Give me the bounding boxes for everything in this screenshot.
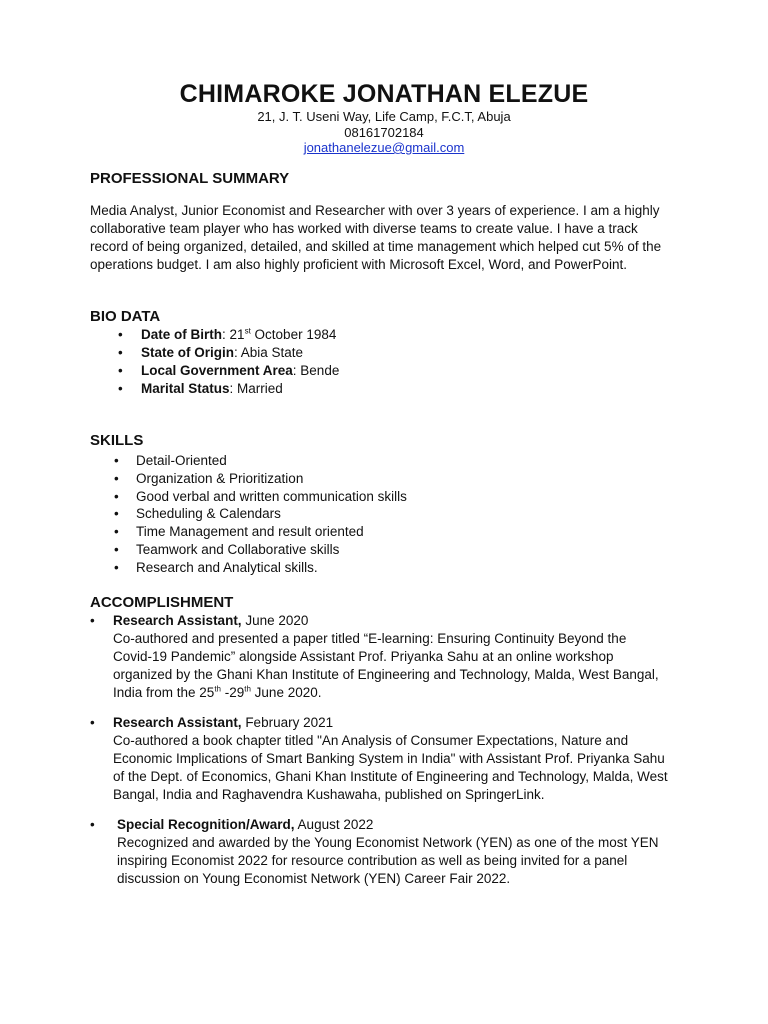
bio-value: : Married — [229, 381, 283, 396]
accomplishment-role: Research Assistant, — [113, 613, 242, 628]
skill-item — [114, 470, 407, 488]
bullet: • — [114, 506, 119, 522]
skill-text: Organization & Prioritization — [136, 470, 304, 486]
candidate-name: CHIMAROKE JONATHAN ELEZUE — [179, 80, 589, 108]
skill-text: Detail-Oriented — [136, 453, 227, 468]
skill-item — [114, 559, 407, 577]
bio-heading: BIO DATA — [90, 308, 161, 325]
accomplishment-date: August 2022 — [294, 817, 374, 832]
accomplishment-title-line — [113, 714, 333, 732]
accomplishment-title-line — [113, 612, 308, 630]
skills-heading: SKILLS — [90, 432, 144, 449]
bullet: • — [90, 715, 95, 730]
accomplishment-description — [113, 732, 683, 804]
bio-dob — [118, 326, 339, 344]
bio-label: Local Government Area — [141, 363, 293, 378]
bullet: • — [114, 524, 119, 540]
accomplishment-role: Special Recognition/Award, — [117, 817, 295, 832]
bio-dob-day: 21 — [229, 327, 245, 342]
bullet: • — [114, 453, 119, 468]
bullet: • — [114, 559, 119, 575]
skill-text: Teamwork and Collaborative skills — [136, 541, 340, 557]
description-line: organized by the Ghani Khan Institute of Engineering and Technology, Malda, West Bangal, — [113, 667, 659, 682]
bullet: • — [114, 541, 119, 557]
skill-text: Time Management and result oriented — [136, 524, 364, 540]
bio-lga — [118, 362, 339, 380]
bio-origin — [118, 344, 339, 362]
bio-label: Marital Status — [141, 381, 230, 396]
summary-line: collaborative team player who has worked with diverse teams to create value. I have a track — [90, 221, 638, 236]
bio-marital — [118, 380, 339, 398]
skill-text: Research and Analytical skills. — [136, 559, 318, 575]
bio-label: State of Origin — [141, 345, 235, 360]
colon: : — [222, 327, 226, 342]
skill-item — [114, 505, 407, 523]
skill-text: Good verbal and written communication skills — [136, 488, 407, 504]
accomplishment-date: February 2021 — [241, 715, 334, 730]
description-line: Economic Implications of Smart Banking System in India" with Assistant Prof. Priyanka Sahu — [113, 751, 665, 766]
bullet: • — [118, 381, 123, 396]
accomplishment-description — [113, 630, 683, 702]
summary-line: Media Analyst, Junior Economist and Researcher with over 3 years of experience. I am a highly — [90, 203, 660, 218]
bio-dob-rest: October 1984 — [250, 327, 337, 342]
description-line: inspiring Economist 2022 for resource contribution as well as being invited for a panel — [117, 853, 628, 868]
accomplishment-role: Research Assistant, — [113, 715, 242, 730]
bio-value: : Abia State — [234, 345, 304, 360]
bullet: • — [114, 488, 119, 504]
summary-text — [90, 202, 690, 274]
accomplishment-description — [117, 834, 687, 888]
bullet: • — [118, 327, 123, 342]
bio-value: : Bende — [292, 363, 340, 378]
description-line: Co-authored and presented a paper titled “E-learning: Ensuring Continuity Beyond the — [113, 631, 627, 646]
description-text: India from the 25 — [113, 685, 215, 700]
bullet: • — [118, 345, 123, 360]
accomplishment-title-line — [117, 816, 373, 834]
skill-item — [114, 452, 407, 470]
skills-list — [114, 452, 407, 577]
skill-text: Scheduling & Calendars — [136, 506, 281, 522]
description-line — [113, 684, 683, 702]
email-line — [0, 140, 768, 156]
summary-line: record of being organized, detailed, and skilled at time management which helped cut 5% of the — [90, 239, 662, 254]
address: 21, J. T. Useni Way, Life Camp, F.C.T, Abuja — [257, 109, 511, 124]
skill-item — [114, 488, 407, 506]
bio-list — [118, 326, 339, 398]
description-text: June 2020. — [250, 685, 322, 700]
description-line: Co-authored a book chapter titled "An Analysis of Consumer Expectations, Nature and — [113, 733, 629, 748]
summary-heading: PROFESSIONAL SUMMARY — [90, 170, 290, 187]
description-line: Bangal, India and Raghavendra Kushawaha, published on SpringerLink. — [113, 787, 545, 802]
ordinal-suffix: th — [244, 684, 251, 694]
phone: 08161702184 — [344, 125, 424, 140]
bio-label: Date of Birth — [141, 327, 222, 342]
description-line: Covid-19 Pandemic” alongside Assistant Prof. Priyanka Sahu at an online workshop — [113, 649, 614, 664]
accomplishment-heading: ACCOMPLISHMENT — [90, 594, 234, 611]
bullet: • — [90, 613, 95, 628]
bullet: • — [90, 817, 95, 832]
description-line: Recognized and awarded by the Young Economist Network (YEN) as one of the most YEN — [117, 835, 659, 850]
accomplishment-date: June 2020 — [241, 613, 309, 628]
description-text: -29 — [220, 685, 245, 700]
ordinal-suffix: st — [244, 326, 251, 336]
email-link[interactable]: jonathanelezue@gmail.com — [303, 140, 465, 155]
description-line: discussion on Young Economist Network (YEN) Career Fair 2022. — [117, 871, 511, 886]
skill-item — [114, 523, 407, 541]
bullet: • — [118, 363, 123, 378]
description-line: of the Dept. of Economics, Ghani Khan Institute of Engineering and Technology, Malda, West — [113, 769, 668, 784]
skill-item — [114, 541, 407, 559]
summary-line: operations budget. I am also highly proficient with Microsoft Excel, Word, and PowerPoint. — [90, 257, 628, 272]
ordinal-suffix: th — [214, 684, 221, 694]
bullet: • — [114, 470, 119, 486]
